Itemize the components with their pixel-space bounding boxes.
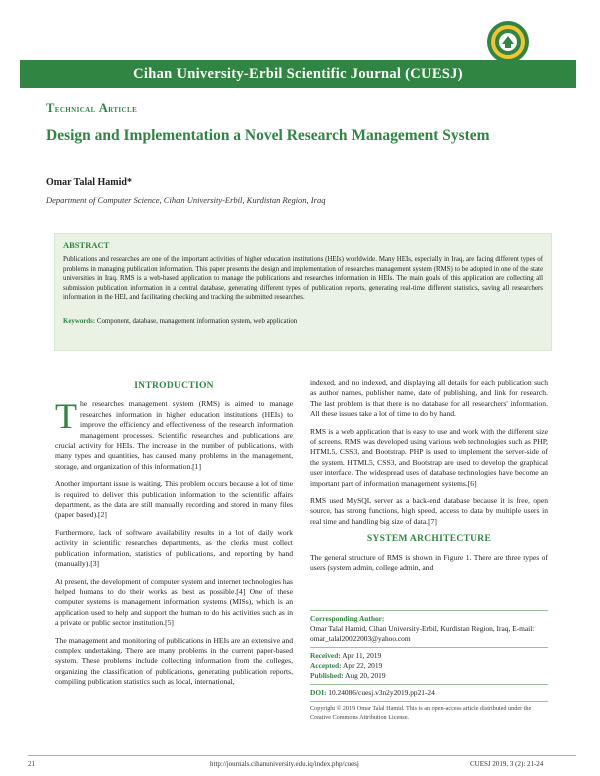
paper-title: Design and Implementation a Novel Research Management System — [46, 127, 490, 144]
corresponding-author-text: Omar Talal Hamid, Cihan University-Erbil, Kurdistan Region, Iraq, E-mail: omar_talal20022003@yahoo.com — [310, 624, 535, 643]
article-type: Technical Article — [46, 101, 138, 115]
abstract-text: Publications and researches are one of the important activities of higher education institutions (HEIs) worldwide. Many HEIs, especially in Iraq, are facing different types of problems in managing publication information. This paper presents the design and implementation of researches management system (RMS) to be adopted in one of the state universities in Iraq. RMS is a web-based application to manage the publications and researches information in HEIs. The main goals of this application are collecting all submission publication information in a central database, generating different types of publication reports, generating real-time different statistics, saving all researchers information in the HEI, and facilitating checking and tracking the submitted researches. — [63, 256, 543, 301]
paragraph: The general structure of RMS is shown in Figure 1. There are three types of users (system admin, college admin, and — [310, 552, 548, 573]
paragraph: RMS is a web application that is easy to use and work with the different size of screens. RMS was developed using various web technologies such as PHP, HTML5, CSS3, and Bootstrap. PHP is used to implement the server-side of the system. HTML5, CSS3, and Bootstrap are used to develop the graphical user interface. The widespread uses of database technologies have become an important part of information management systems.[6] — [310, 426, 548, 488]
paragraph: RMS used MySQL server as a back-end database because it is free, open source, has strong functions, high speed, access to data by multiple users in real time and handling big size of data.[7] — [310, 496, 548, 526]
page-number: 21 — [28, 760, 35, 768]
section-heading-system-architecture: SYSTEM ARCHITECTURE — [366, 534, 492, 545]
abstract-box — [54, 233, 552, 351]
author-name: Omar Talal Hamid* — [46, 177, 132, 188]
paragraph: indexed, and no indexed, and displaying all details for each publication such as author names, publisher name, date of publishing, and link for research. The last problem is that there is no database for all researchers' information. All these issues take a lot of time to do by hand. — [310, 378, 548, 419]
correspondence-box — [310, 610, 548, 722]
author-affiliation: Department of Computer Science, Cihan University-Erbil, Kurdistan Region, Iraq — [46, 195, 326, 205]
keywords: Keywords: Component, database, management information system, web application — [63, 317, 298, 325]
left-column — [55, 378, 293, 695]
abstract-heading: ABSTRACT — [63, 240, 110, 250]
license-text: Copyright © 2019 Omar Talal Hamid. This is an open-access article distributed under the Creative Commons Attribution License. — [310, 705, 532, 721]
footer-divider — [28, 755, 576, 756]
paragraph: Furthermore, lack of software availability results in a lot of daily work activity in scientific researches departments, as the clerks must collect publication information, statistics of publications, and reporting by hand (manually).[3] — [55, 527, 293, 569]
article-dates: Received: Apr 11, 2019 Accepted: Apr 22, 2019 Published: Aug 20, 2019 — [310, 651, 386, 680]
section-heading-introduction: INTRODUCTION — [134, 381, 214, 391]
citation: CUESJ 2019, 3 (2): 21-24 — [470, 760, 544, 768]
corresponding-author-label: Corresponding Author: — [310, 614, 385, 623]
university-seal-icon — [486, 20, 530, 64]
journal-url[interactable]: http://journals.cihanuniversity.edu.iq/index.php/cuesj — [210, 760, 359, 768]
doi: DOI: 10.24086/cuesj.v3n2y2019.pp21-24 — [310, 688, 435, 697]
paragraph: The researches management system (RMS) is aimed to manage researches information in higher education institutions (HEIs) to improve the efficiency and effectiveness of the research information management processes. Scientific researches and publications are crucial activity for HEIs. The increase in the number of publications, with many types and quantities, has caused many problems in the management, storage, and organization of this information.[1] — [55, 396, 293, 471]
right-column — [310, 378, 548, 581]
paragraph: At present, the development of computer system and internet technologies has helped humans to do their works as best as possible.[4] One of these computer systems is management information systems (MISs), which is an application used to help and support the human to do his activities such as in a private or public sector institution.[5] — [55, 576, 293, 628]
paragraph: Another important issue is waiting. This problem occurs because a lot of time is required to deliver this publication information to the scientific affairs department, as the data are still manually recording and stored in many files (paper based).[2] — [55, 479, 293, 520]
dropcap: T — [55, 396, 77, 437]
paragraph: The management and monitoring of publications in HEIs are an extensive and complex undertaking. There are many problems in the current paper-based system. These problems include collecting information from the colleges, organizing the classification of publications, generating publication reports, compiling publication statistics such as local, international, — [55, 635, 293, 687]
journal-banner: Cihan University-Erbil Scientific Journal (CUESJ) — [20, 60, 576, 88]
